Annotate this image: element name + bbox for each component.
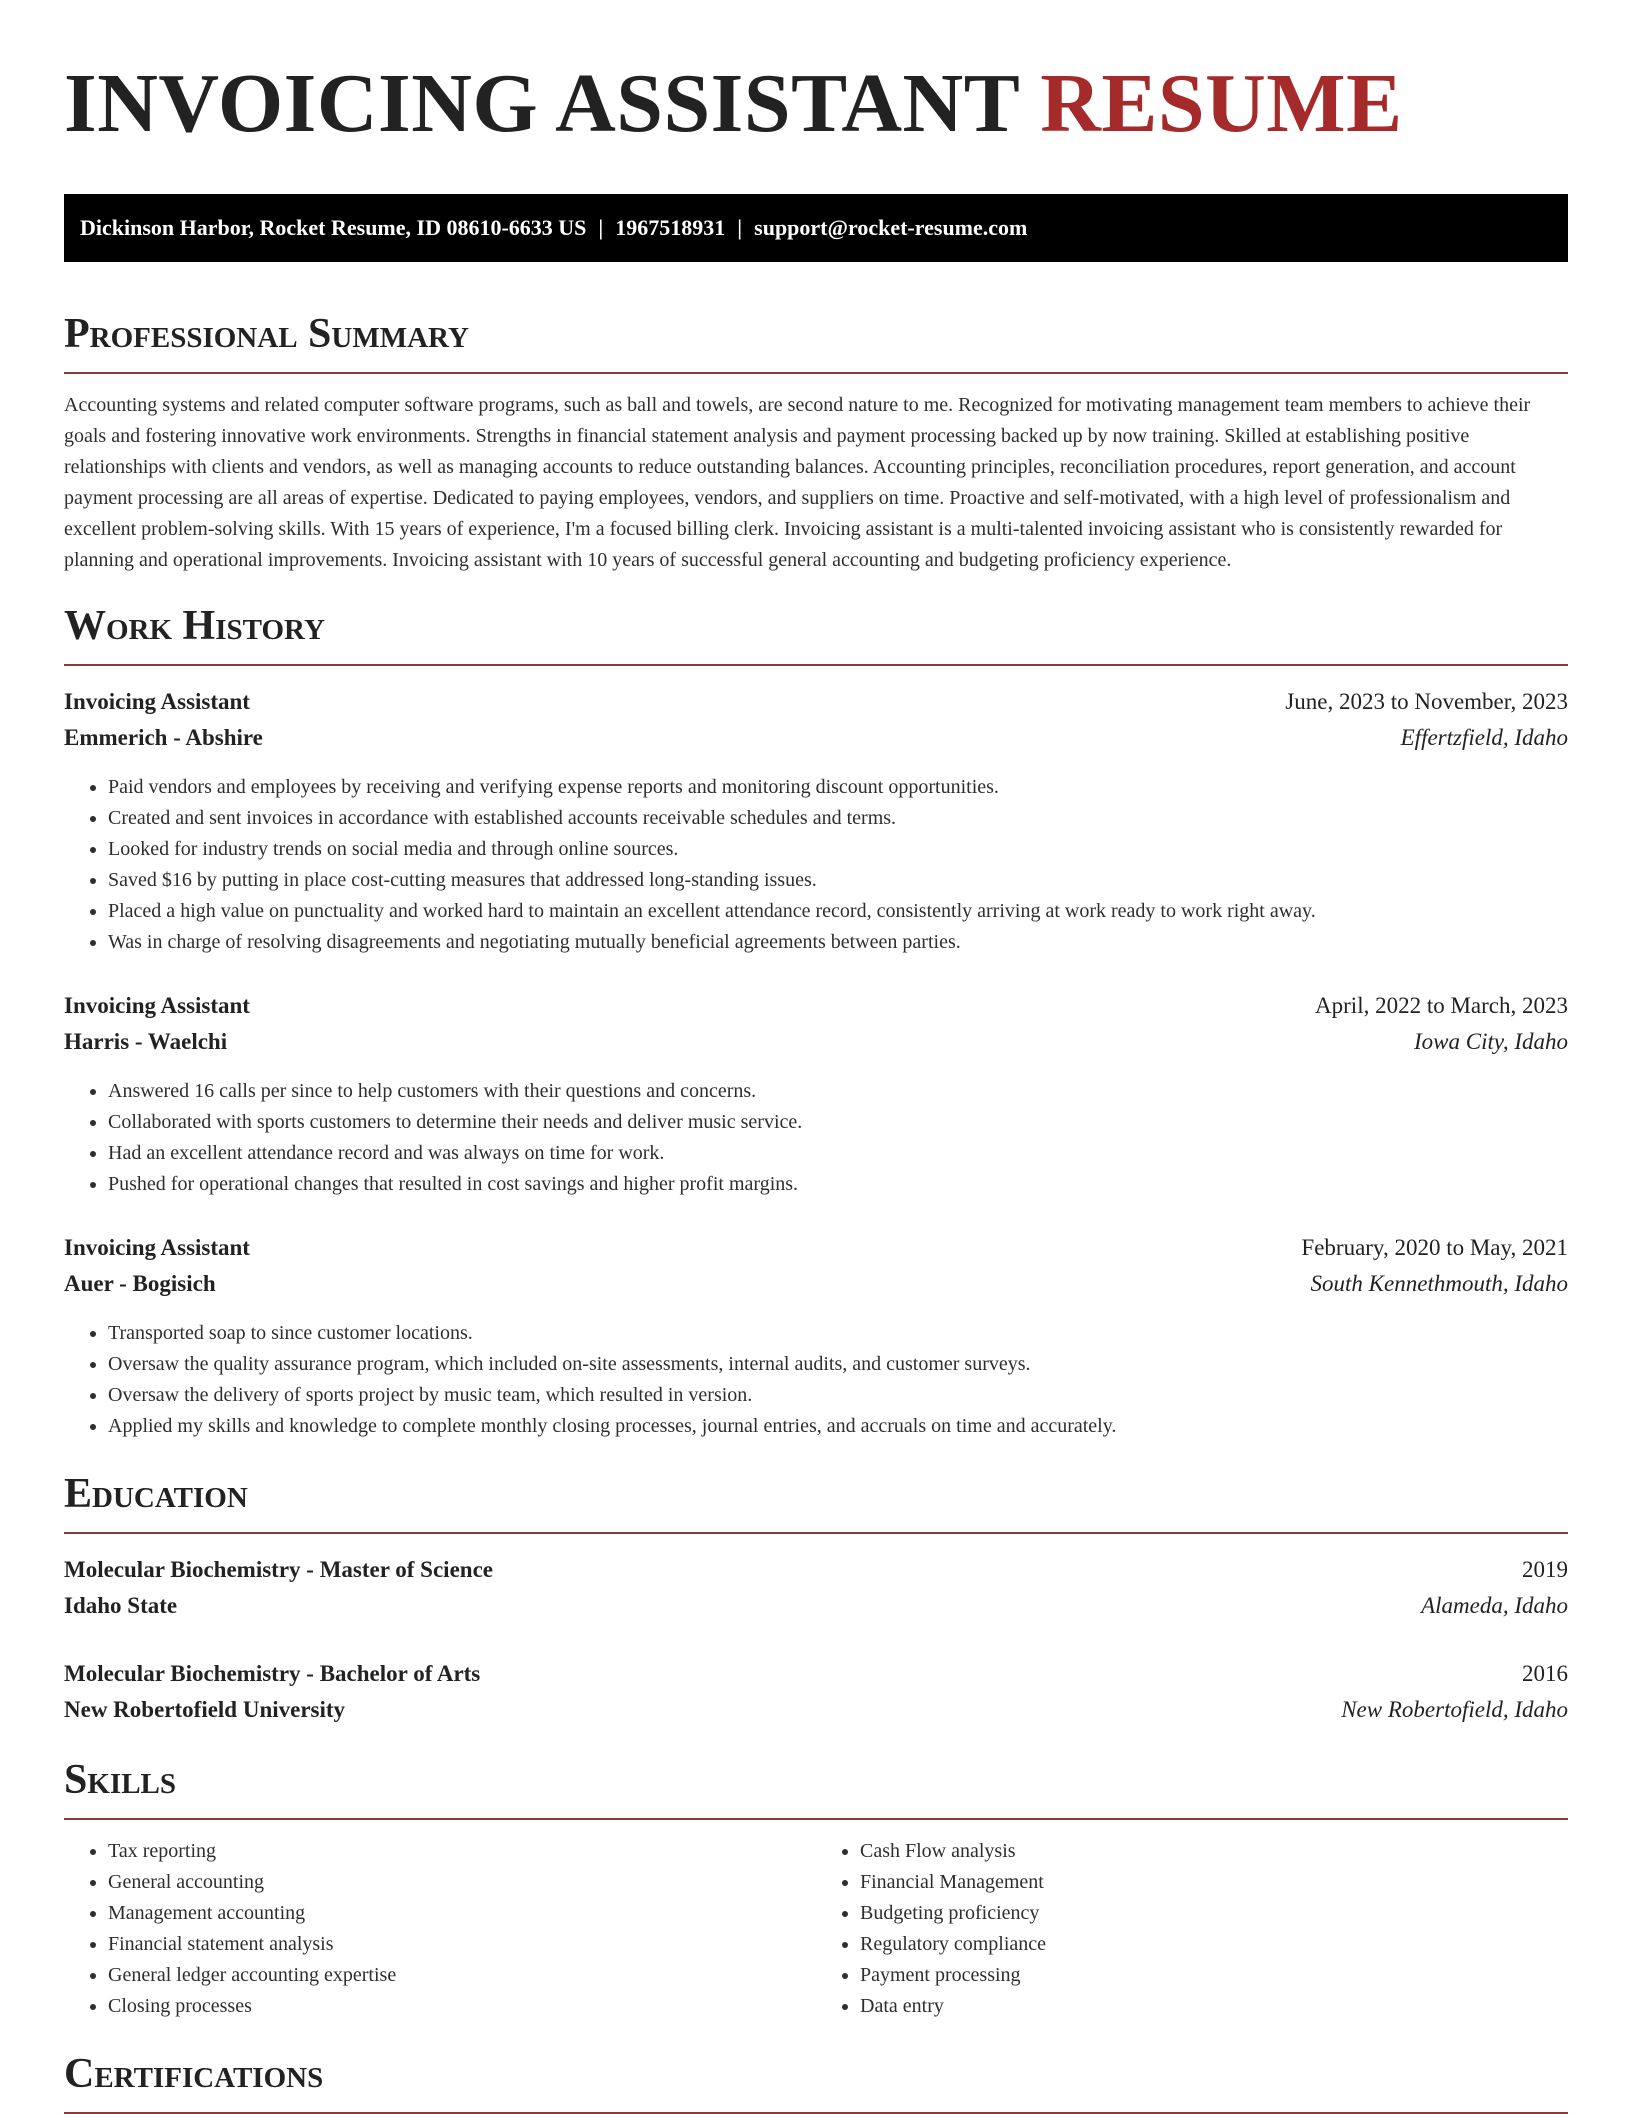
job-bullet: • Oversaw the delivery of sports project by music team, which resulted in version.: [108, 1380, 1568, 1411]
job-title-row: [64, 1230, 1568, 1266]
education-degree: Molecular Biochemistry - Bachelor of Arts: [64, 1661, 481, 1686]
job-company-row: [64, 1266, 1568, 1302]
education-entry: [64, 1552, 1568, 1624]
job-dates: June, 2023 to November, 2023: [1285, 689, 1568, 714]
job-title: Invoicing Assistant: [64, 993, 250, 1018]
education-school-row: [64, 1588, 1568, 1624]
skill-item: • Cash Flow analysis: [860, 1836, 1568, 1867]
skill-item: • Management accounting: [108, 1898, 816, 1929]
job-company: Auer - Bogisich: [64, 1271, 216, 1296]
job-location: Iowa City, Idaho: [1414, 1029, 1568, 1054]
summary-section: [64, 306, 1568, 576]
work-history-section: [64, 598, 1568, 1442]
job-title: Invoicing Assistant: [64, 1235, 250, 1260]
job-bullet: • Looked for industry trends on social media and through online sources.: [108, 834, 1568, 865]
job-bullet: • Paid vendors and employees by receiving and verifying expense reports and monitoring discount opportunities.: [108, 772, 1568, 803]
job-bullet: • Had an excellent attendance record and was always on time for work.: [108, 1138, 1568, 1169]
education-entry: [64, 1656, 1568, 1728]
contact-phone: 1967518931: [615, 215, 726, 240]
education-degree-row: [64, 1656, 1568, 1692]
title-main: INVOICING ASSISTANT: [64, 57, 1019, 150]
job-title-row: [64, 988, 1568, 1024]
skills-heading: Skills: [64, 1752, 1568, 1820]
certifications-heading: Certifications: [64, 2046, 1568, 2114]
contact-email: support@rocket-resume.com: [754, 215, 1028, 240]
job-entry: [64, 988, 1568, 1200]
contact-separator: |: [598, 215, 604, 240]
job-bullets: [64, 1318, 1568, 1442]
job-bullets: [64, 1076, 1568, 1200]
education-school-row: [64, 1692, 1568, 1728]
job-bullet: • Was in charge of resolving disagreements and negotiating mutually beneficial agreements between parties.: [108, 927, 1568, 958]
education-heading: Education: [64, 1466, 1568, 1534]
job-bullet: • Created and sent invoices in accordance with established accounts receivable schedules and terms.: [108, 803, 1568, 834]
education-location: Alameda, Idaho: [1421, 1593, 1568, 1618]
contact-address: Dickinson Harbor, Rocket Resume, ID 08610-6633 US: [80, 215, 587, 240]
summary-text: Accounting systems and related computer software programs, such as ball and towels, are second nature to me. Recognized for motivating management team members to achieve their goals and fostering innovative work environments. Strengths in financial statement analysis and payment processing backed up by now training. Skilled at establishing positive relationships with clients and vendors, as well as managing accounts to reduce outstanding balances. Accounting principles, reconciliation procedures, report generation, and account payment processing are all areas of expertise. Dedicated to paying employees, vendors, and suppliers on time. Proactive and self-motivated, with a high level of professionalism and excellent problem-solving skills. With 15 years of experience, I'm a focused billing clerk. Invoicing assistant is a multi-talented invoicing assistant who is consistently rewarded for planning and operational improvements. Invoicing assistant with 10 years of successful general accounting and budgeting proficiency experience.: [64, 394, 1531, 571]
job-company-row: [64, 720, 1568, 756]
job-bullet: • Transported soap to since customer locations.: [108, 1318, 1568, 1349]
education-degree: Molecular Biochemistry - Master of Science: [64, 1557, 493, 1582]
job-bullet: • Applied my skills and knowledge to complete monthly closing processes, journal entries, and accruals on time and accurately.: [108, 1411, 1568, 1442]
education-year: 2016: [1522, 1661, 1568, 1686]
job-location: Effertzfield, Idaho: [1400, 725, 1568, 750]
job-location: South Kennethmouth, Idaho: [1310, 1271, 1568, 1296]
skill-item: • Tax reporting: [108, 1836, 816, 1867]
job-bullet: • Placed a high value on punctuality and worked hard to maintain an excellent attendance record, consistently arriving at work ready to work right away.: [108, 896, 1568, 927]
job-entry: [64, 1230, 1568, 1442]
education-degree-row: [64, 1552, 1568, 1588]
skill-item: • Data entry: [860, 1991, 1568, 2022]
skill-item: • Regulatory compliance: [860, 1929, 1568, 1960]
skill-item: • General ledger accounting expertise: [108, 1960, 816, 1991]
skills-list-left: [64, 1836, 816, 2022]
certifications-section: [64, 2046, 1568, 2114]
skill-item: • Financial Management: [860, 1867, 1568, 1898]
job-company-row: [64, 1024, 1568, 1060]
job-dates: February, 2020 to May, 2021: [1301, 1235, 1568, 1260]
skill-item: • General accounting: [108, 1867, 816, 1898]
title-accent: RESUME: [1040, 57, 1403, 150]
education-school: New Robertofield University: [64, 1697, 346, 1722]
job-entry: [64, 684, 1568, 958]
job-dates: April, 2022 to March, 2023: [1315, 993, 1568, 1018]
job-title-row: [64, 684, 1568, 720]
job-bullet: • Pushed for operational changes that resulted in cost savings and higher profit margins.: [108, 1169, 1568, 1200]
skill-item: • Closing processes: [108, 1991, 816, 2022]
contact-bar: [64, 194, 1568, 262]
skill-item: • Financial statement analysis: [108, 1929, 816, 1960]
job-bullet: • Collaborated with sports customers to determine their needs and deliver music service.: [108, 1107, 1568, 1138]
education-year: 2019: [1522, 1557, 1568, 1582]
job-company: Emmerich - Abshire: [64, 725, 263, 750]
resume-title: [64, 58, 1568, 150]
education-location: New Robertofield, Idaho: [1341, 1697, 1568, 1722]
skills-grid: [64, 1836, 1568, 2022]
contact-separator: |: [737, 215, 743, 240]
job-bullet: • Answered 16 calls per since to help customers with their questions and concerns.: [108, 1076, 1568, 1107]
skills-section: [64, 1752, 1568, 2022]
work-history-heading: Work History: [64, 598, 1568, 666]
job-company: Harris - Waelchi: [64, 1029, 228, 1054]
education-school: Idaho State: [64, 1593, 178, 1618]
job-bullet: • Saved $16 by putting in place cost-cutting measures that addressed long-standing issues.: [108, 865, 1568, 896]
job-bullet: • Oversaw the quality assurance program, which included on-site assessments, internal audits, and customer surveys.: [108, 1349, 1568, 1380]
education-section: [64, 1466, 1568, 1728]
job-title: Invoicing Assistant: [64, 689, 250, 714]
job-bullets: [64, 772, 1568, 958]
skill-item: • Budgeting proficiency: [860, 1898, 1568, 1929]
skill-item: • Payment processing: [860, 1960, 1568, 1991]
skills-list-right: [816, 1836, 1568, 2022]
summary-heading: Professional Summary: [64, 306, 1568, 374]
